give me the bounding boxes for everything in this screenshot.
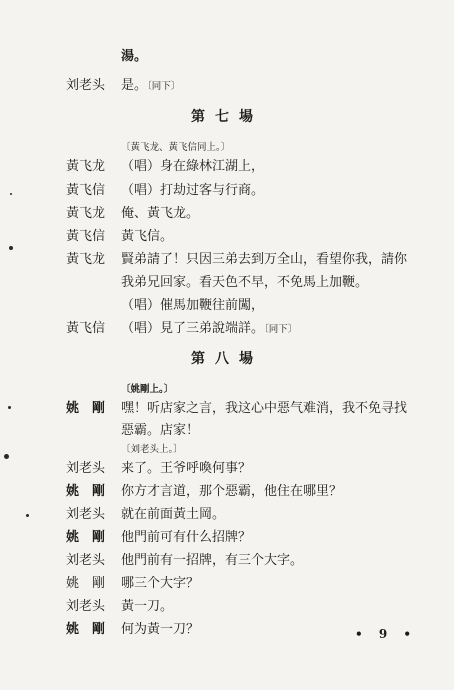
dialogue-content xyxy=(121,318,414,341)
dialogue-text: （唱）打劫过客与行商。 xyxy=(121,183,265,198)
dialogue-text: 俺、黃飞龙。 xyxy=(121,206,200,221)
speaker-name: 黃飞信 xyxy=(66,183,106,198)
dialogue-text: 来了。王爷呼喚何事？ xyxy=(121,461,252,476)
speaker-name: 刘老头 xyxy=(66,461,106,476)
dialogue-line xyxy=(0,596,454,618)
speaker-name: 姚 剛 xyxy=(66,576,106,591)
dialogue-line xyxy=(0,318,454,340)
speaker-name: 姚 剛 xyxy=(66,401,106,416)
page-number: • 9 • xyxy=(355,627,418,641)
dialogue-line xyxy=(0,180,454,202)
dialogue-line xyxy=(0,249,454,271)
scan-speck xyxy=(8,406,11,409)
speaker-name: 刘老头 xyxy=(66,78,106,93)
dialogue-text: 我弟兄回家。看天色不早，不免馬上加鞭。 xyxy=(121,275,369,290)
dialogue-line xyxy=(0,46,454,68)
dialogue-line xyxy=(0,156,454,178)
speaker-name: 黃飞信 xyxy=(66,229,106,244)
dialogue-line xyxy=(0,481,454,503)
speaker-name: 姚 剛 xyxy=(66,484,106,499)
dialogue-text: 是。 xyxy=(121,78,148,93)
speaker-name: 刘老头 xyxy=(66,599,106,614)
speaker-name: 刘老头 xyxy=(66,553,106,568)
scan-speck xyxy=(10,193,12,195)
dialogue-line xyxy=(0,226,454,248)
scene-heading: 第八場 xyxy=(191,351,263,367)
dialogue-text: 哪三个大字？ xyxy=(121,576,200,591)
dialogue-text: 何为黃一刀？ xyxy=(121,622,200,637)
dialogue-content xyxy=(121,75,414,98)
dialogue-line xyxy=(0,504,454,526)
dialogue-line xyxy=(0,550,454,572)
speaker-name: 姚 剛 xyxy=(66,530,106,545)
scene-heading: 第七場 xyxy=(191,109,263,125)
dialogue-text: 你方才言道，那个惡霸，他住在哪里？ xyxy=(121,484,343,499)
dialogue-text: （唱）身在綠林江湖上， xyxy=(121,159,265,174)
stage-note: 〔同下〕 xyxy=(147,81,181,92)
dialogue-line xyxy=(0,458,454,480)
dialogue-line xyxy=(0,75,454,97)
speaker-name: 刘老头 xyxy=(66,507,106,522)
stage-direction-text: 〔黃飞龙、黃飞信同上。〕 xyxy=(121,142,231,153)
speaker-name: 黃飞龙 xyxy=(66,159,106,174)
scan-speck xyxy=(26,514,29,517)
dialogue-text: 賢弟請了！只因三弟去到万全山，看望你我，請你 xyxy=(121,252,408,267)
dialogue-text: 他門前可有什么招牌？ xyxy=(121,530,252,545)
dialogue-text: （唱）見了三弟說端詳。 xyxy=(121,321,265,336)
dialogue-text: 湯。 xyxy=(121,49,148,64)
speaker-name: 姚 剛 xyxy=(66,622,106,637)
dialogue-line xyxy=(0,398,454,420)
scan-speck xyxy=(4,454,9,459)
dialogue-text: 惡霸。店家！ xyxy=(121,423,200,438)
dialogue-text: 嘿！听店家之言，我这心中惡气难消，我不免寻找 xyxy=(121,401,408,416)
dialogue-text: 就在前面黃土岡。 xyxy=(121,507,226,522)
dialogue-line xyxy=(0,203,454,225)
dialogue-text: 黃飞信。 xyxy=(121,229,174,244)
speaker-name: 黃飞龙 xyxy=(66,252,106,267)
speaker-name: 黃飞龙 xyxy=(66,206,106,221)
dialogue-continuation xyxy=(0,295,454,317)
dialogue-continuation xyxy=(0,272,454,294)
scan-speck xyxy=(9,246,13,250)
dialogue-line xyxy=(0,573,454,595)
stage-direction-text: 〔刘老头上。〕 xyxy=(121,444,183,455)
dialogue-text: 黃一刀。 xyxy=(121,599,174,614)
dialogue-line xyxy=(0,527,454,549)
dialogue-text: 他門前有一招牌，有三个大字。 xyxy=(121,553,304,568)
stage-direction-text: 〔姚剛上。〕 xyxy=(121,384,174,395)
speaker-name: 黃飞信 xyxy=(66,321,106,336)
stage-note: 〔同下〕 xyxy=(264,324,298,335)
dialogue-text: （唱）催馬加鞭往前闖， xyxy=(121,298,265,313)
